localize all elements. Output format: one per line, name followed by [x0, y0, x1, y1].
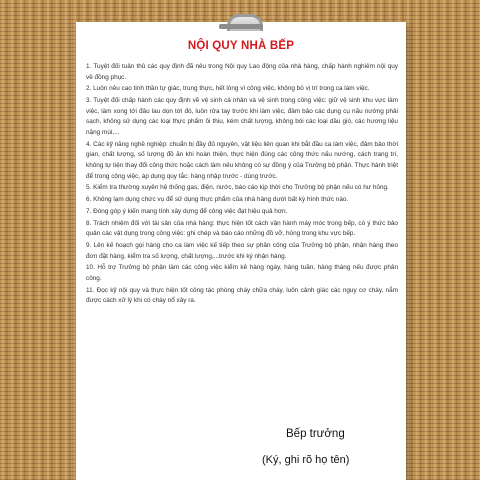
signature-instruction: (Ký, ghi rõ họ tên) — [262, 454, 350, 466]
rule-item: 1. Tuyệt đối tuân thủ các quy định đã nêu trong Nội quy Lao động của nhà hàng, chấp hành nghiêm nội quy về đồng phục. — [86, 63, 398, 81]
rule-item: 8. Trách nhiệm đối với tài sản của nhà hàng: thực hiện tốt cách vận hành máy móc trong bếp, có ý thức bảo quản các vật dụng trong công việc: ghi chép và báo cáo những đồ vỡ, hỏng trong khu vực bếp. — [86, 219, 398, 238]
signer-role: Bếp trưởng — [286, 428, 345, 440]
rule-item: 3. Tuyệt đối chấp hành các quy định về vệ sinh cá nhân và vệ sinh trong công việc: giữ vệ sinh khu vực làm việc, làm xong tới đâu lau dọn tới đó, luôn rửa tay trước khi làm việc, đảm bảo các dụng cụ nấu nướng phải sạch, không sử dụng các loại thực phẩm ôi thiu, kém chất lượng, không bói các loại dầu gió, các hương liệu nặng mùi,... — [86, 97, 398, 136]
rules-list — [86, 62, 398, 308]
clip-slot — [219, 24, 263, 29]
document-title: NỘI QUY NHÀ BẾP — [187, 40, 295, 52]
rule-item: 5. Kiểm tra thường xuyên hệ thống gas, điện, nước, báo cáo kịp thời cho Trưởng bộ phận nếu có hư hỏng. — [86, 184, 389, 192]
rule-item: 2. Luôn nêu cao tinh thần tự giác, trung thực, hết lòng vì công việc, không bỏ vị trí trong ca làm việc. — [86, 85, 370, 93]
rule-item: 11. Đọc kỹ nội quy và thực hiện tốt công tác phòng cháy chữa cháy, luôn cảnh giác các nguy cơ cháy, nắm được cách xử lý khi có cháy nổ xảy ra. — [86, 286, 398, 305]
rule-item: 6. Không lạm dụng chức vụ để sử dụng thực phẩm của nhà hàng dưới bất kỳ hình thức nào. — [86, 196, 349, 204]
rule-item: 4. Các kỹ năng nghề nghiệp: chuẩn bị đầy đủ nguyên, vật liệu liên quan khi bắt đầu ca làm việc, đảm bảo thời gian, chất lượng, số lượng đồ ăn khi hoàn thiện, thực hiện đúng các công thức nấu nướng, cách trang trí, không tự tiện thay đổi công thức hoặc cách làm nếu không có sự đồng ý của Trưởng bộ phận. Thực hành triệt để trong công việc, áp dụng quy tắc: hàng nhập trước - dùng trước. — [86, 140, 398, 180]
rule-item: 7. Đóng góp ý kiến mang tính xây dựng để công việc đạt hiệu quả hơn. — [86, 207, 288, 215]
rule-item: 10. Hỗ trợ Trưởng bộ phận làm các công việc kiểm kê hàng ngày, hàng tuần, hàng tháng nếu được phân công. — [86, 264, 398, 282]
rule-item: 9. Lên kế hoạch gọi hàng cho ca làm việc kế tiếp theo sự phân công của Trưởng bộ phận, nhận hàng theo đơn đặt hàng, kiểm tra số lượng, chất lượng,...trước khi ký nhận hàng. — [86, 242, 398, 260]
